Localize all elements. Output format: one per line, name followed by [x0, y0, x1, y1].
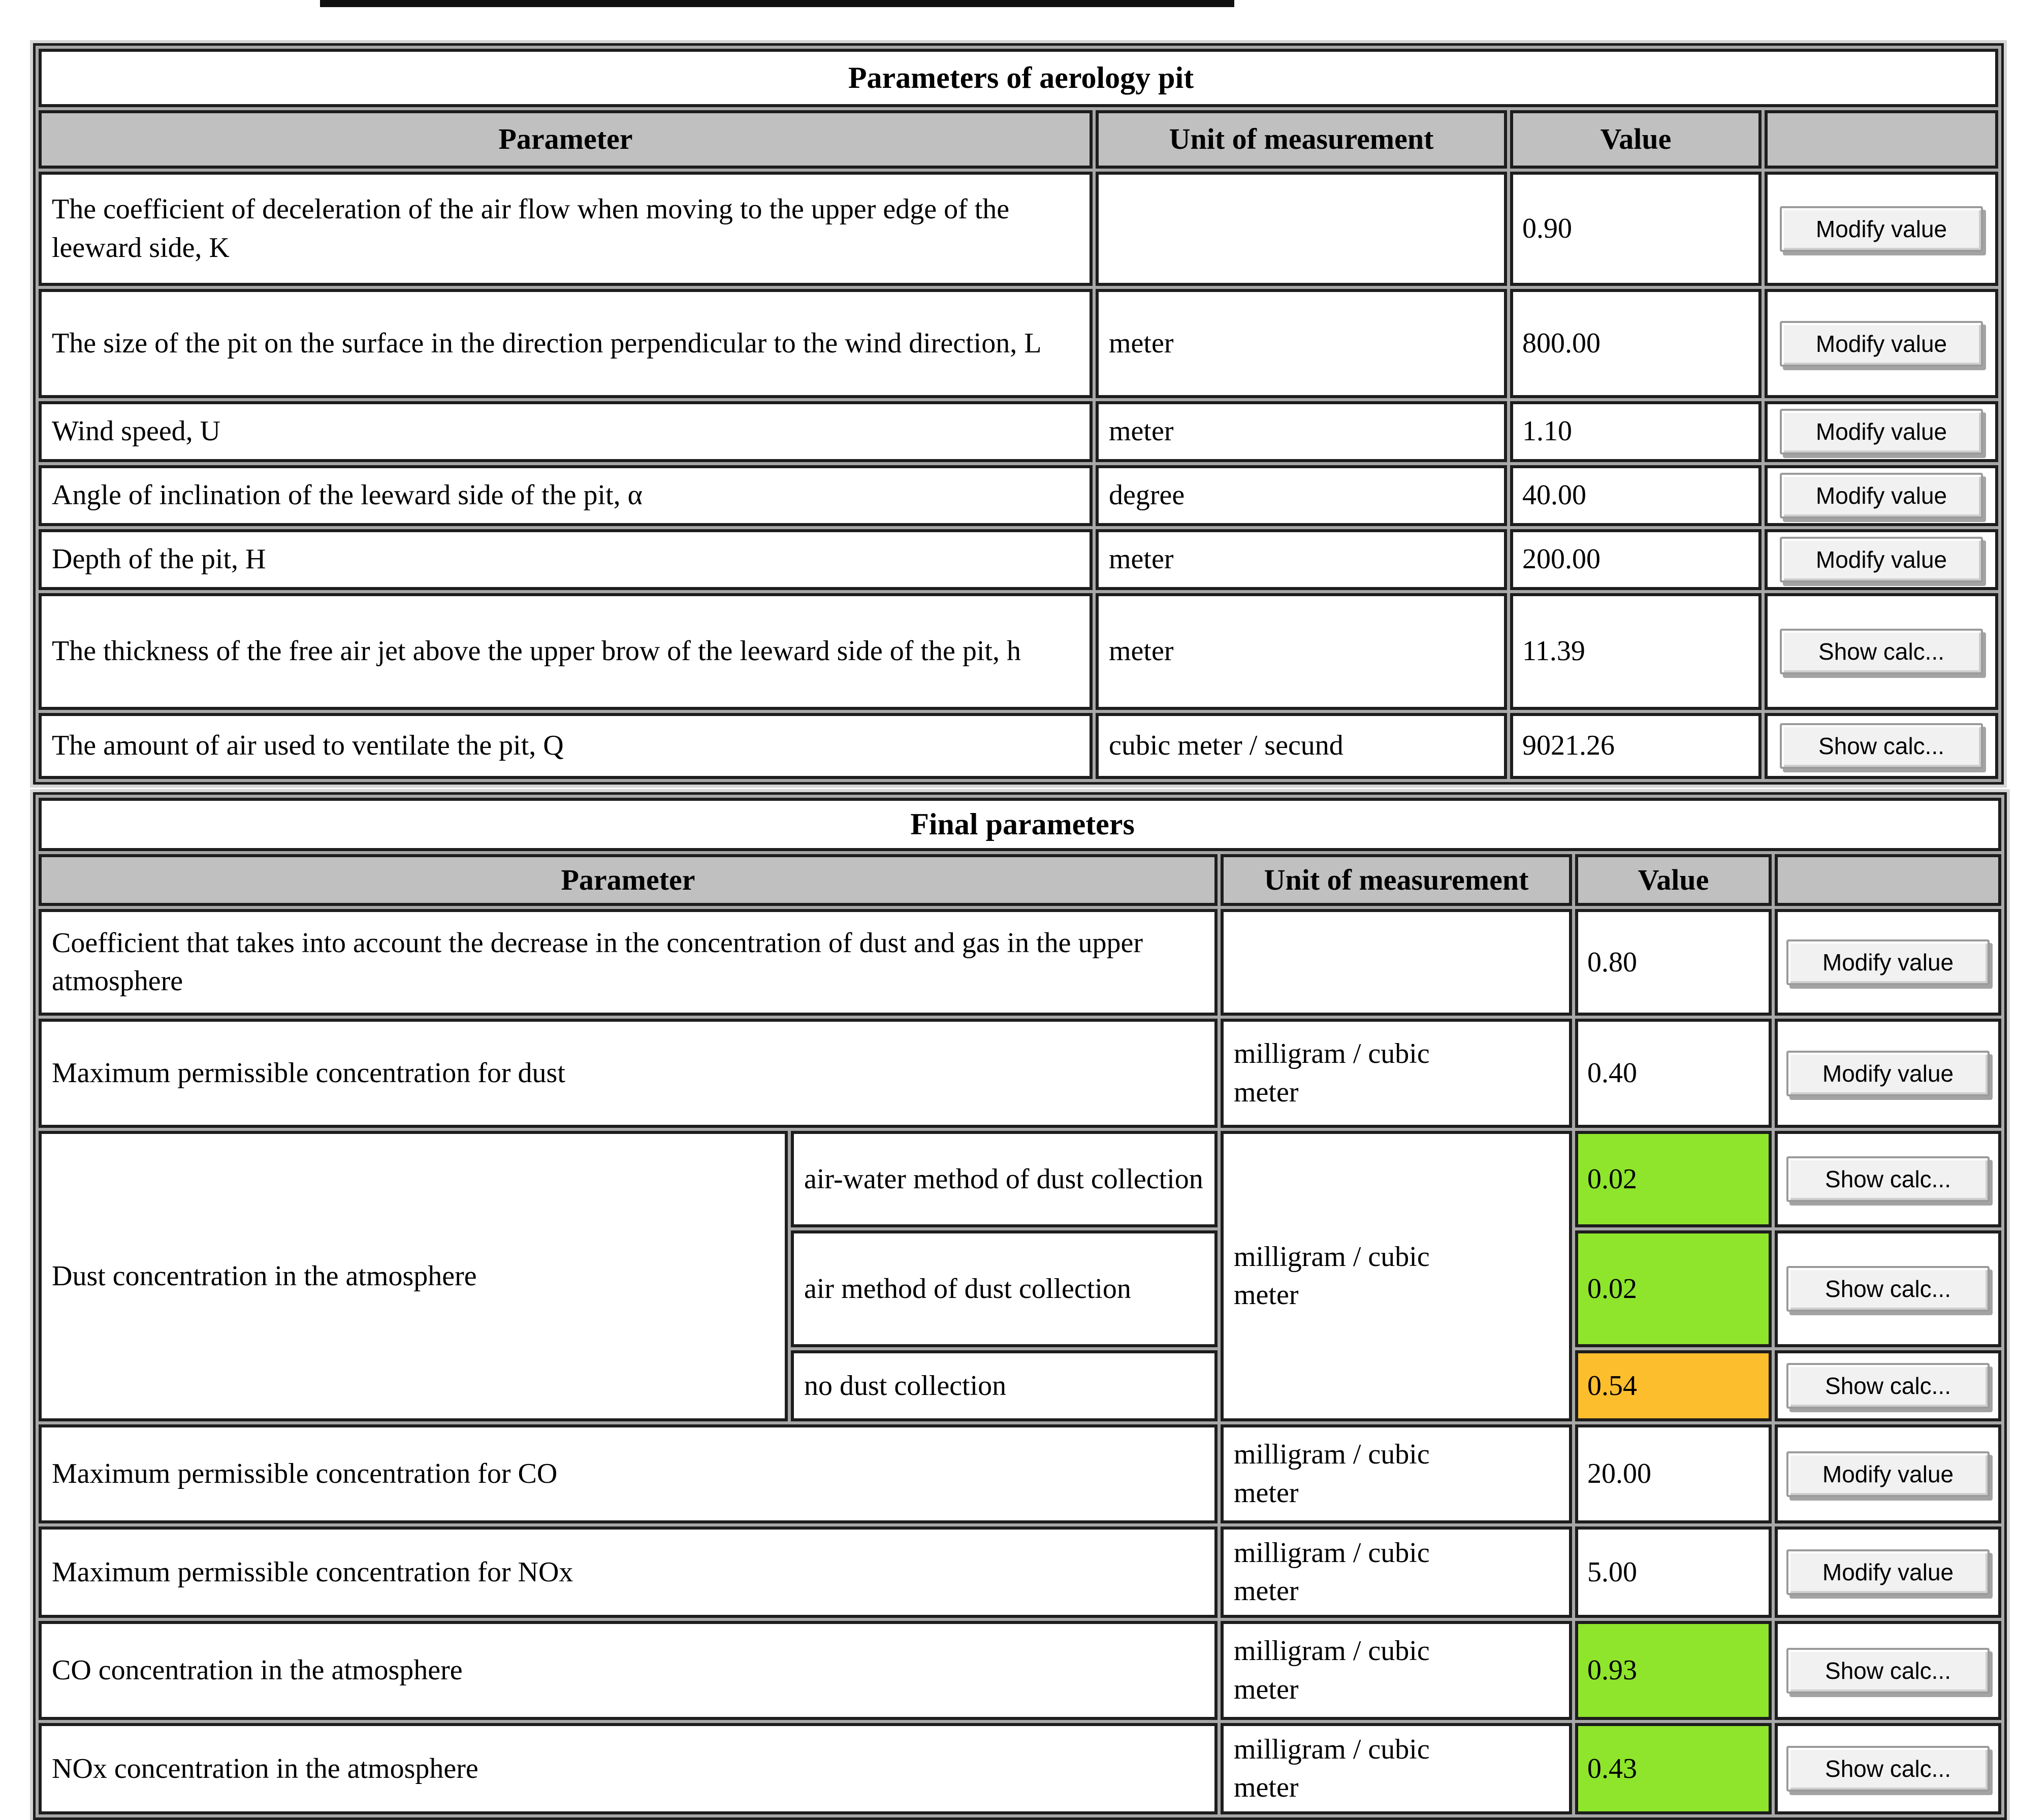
modify-value-button[interactable]: Modify value — [1780, 206, 1983, 252]
table-row — [39, 401, 1998, 462]
show-calc-button[interactable]: Show calc... — [1786, 1156, 1990, 1202]
table-row — [39, 1424, 2001, 1523]
table-row — [39, 289, 1998, 398]
table-row — [39, 1723, 2001, 1814]
unit-cell: meter — [1096, 529, 1507, 590]
unit-cell: meter — [1096, 401, 1507, 462]
unit-cell: degree — [1096, 465, 1507, 526]
value-cell-status: 0.43 — [1575, 1723, 1772, 1814]
dust-method-cell: air method of dust collection — [791, 1230, 1218, 1347]
unit-cell — [1221, 909, 1572, 1016]
value-cell-status: 0.54 — [1575, 1350, 1772, 1421]
value-cell-status: 0.93 — [1575, 1621, 1772, 1720]
value-cell-status: 0.02 — [1575, 1230, 1772, 1347]
parameter-cell: Maximum permissible concentration for CO — [39, 1424, 1218, 1523]
unit-cell: cubic meter / secund — [1096, 713, 1507, 779]
value-cell: 0.40 — [1575, 1019, 1772, 1128]
parameter-cell: Dust concentration in the atmosphere — [39, 1131, 788, 1421]
table2-title: Final parameters — [39, 798, 2001, 851]
unit-cell: milligram / cubic meter — [1221, 1723, 1572, 1814]
col-header-actions — [1765, 110, 1998, 169]
top-cropped-bar — [320, 0, 1234, 7]
table1-title: Parameters of aerology pit — [39, 49, 1998, 107]
parameter-cell: NOx concentration in the atmosphere — [39, 1723, 1218, 1814]
value-cell: 0.90 — [1510, 172, 1762, 286]
table-row — [39, 465, 1998, 526]
table-row — [39, 593, 1998, 710]
table-row — [39, 1131, 2001, 1227]
value-cell: 0.80 — [1575, 909, 1772, 1016]
parameter-cell: Maximum permissible concentration for dust — [39, 1019, 1218, 1128]
value-cell: 11.39 — [1510, 593, 1762, 710]
col-header-unit: Unit of measurement — [1221, 854, 1572, 906]
unit-cell: milligram / cubic meter — [1221, 1526, 1572, 1618]
unit-cell: milligram / cubic meter — [1221, 1131, 1572, 1421]
unit-cell: milligram / cubic meter — [1221, 1019, 1572, 1128]
modify-value-button[interactable]: Modify value — [1786, 1549, 1990, 1595]
modify-value-button[interactable]: Modify value — [1780, 409, 1983, 454]
table-row — [39, 1019, 2001, 1128]
show-calc-button[interactable]: Show calc... — [1786, 1266, 1990, 1312]
value-cell: 9021.26 — [1510, 713, 1762, 779]
parameter-cell: The size of the pit on the surface in the direction perpendicular to the wind direction, L — [39, 289, 1093, 398]
value-cell: 5.00 — [1575, 1526, 1772, 1618]
col-header-parameter: Parameter — [39, 854, 1218, 906]
parameter-cell: Wind speed, U — [39, 401, 1093, 462]
show-calc-button[interactable]: Show calc... — [1780, 723, 1983, 769]
parameter-cell: Maximum permissible concentration for NOx — [39, 1526, 1218, 1618]
modify-value-button[interactable]: Modify value — [1786, 1051, 1990, 1096]
parameter-cell: Coefficient that takes into account the decrease in the concentration of dust and gas in the upper atmosphere — [39, 909, 1218, 1016]
value-cell: 800.00 — [1510, 289, 1762, 398]
col-header-actions — [1775, 854, 2001, 906]
value-cell: 40.00 — [1510, 465, 1762, 526]
col-header-value: Value — [1510, 110, 1762, 169]
modify-value-button[interactable]: Modify value — [1786, 1451, 1990, 1497]
table-row — [39, 1621, 2001, 1720]
aerology-pit-table — [33, 43, 2004, 785]
table-row — [39, 1526, 2001, 1618]
table-row — [39, 909, 2001, 1016]
parameter-cell: CO concentration in the atmosphere — [39, 1621, 1218, 1720]
modify-value-button[interactable]: Modify value — [1786, 939, 1990, 985]
parameter-cell: Angle of inclination of the leeward side of the pit, α — [39, 465, 1093, 526]
value-cell: 20.00 — [1575, 1424, 1772, 1523]
col-header-parameter: Parameter — [39, 110, 1093, 169]
modify-value-button[interactable]: Modify value — [1780, 321, 1983, 367]
parameter-cell: The amount of air used to ventilate the pit, Q — [39, 713, 1093, 779]
col-header-unit: Unit of measurement — [1096, 110, 1507, 169]
col-header-value: Value — [1575, 854, 1772, 906]
unit-cell — [1096, 172, 1507, 286]
show-calc-button[interactable]: Show calc... — [1786, 1363, 1990, 1409]
unit-cell: meter — [1096, 289, 1507, 398]
dust-method-cell: air-water method of dust collection — [791, 1131, 1218, 1227]
unit-cell: milligram / cubic meter — [1221, 1424, 1572, 1523]
parameter-cell: Depth of the pit, H — [39, 529, 1093, 590]
table-row — [39, 172, 1998, 286]
show-calc-button[interactable]: Show calc... — [1786, 1746, 1990, 1792]
parameter-cell: The coefficient of deceleration of the air flow when moving to the upper edge of the leeward side, K — [39, 172, 1093, 286]
unit-cell: milligram / cubic meter — [1221, 1621, 1572, 1720]
table-row — [39, 529, 1998, 590]
dust-method-cell: no dust collection — [791, 1350, 1218, 1421]
table-row — [39, 713, 1998, 779]
value-cell: 1.10 — [1510, 401, 1762, 462]
value-cell-status: 0.02 — [1575, 1131, 1772, 1227]
modify-value-button[interactable]: Modify value — [1780, 473, 1983, 518]
parameter-cell: The thickness of the free air jet above the upper brow of the leeward side of the pit, h — [39, 593, 1093, 710]
value-cell: 200.00 — [1510, 529, 1762, 590]
final-parameters-table — [33, 792, 2007, 1820]
show-calc-button[interactable]: Show calc... — [1780, 629, 1983, 674]
modify-value-button[interactable]: Modify value — [1780, 537, 1983, 582]
unit-cell: meter — [1096, 593, 1507, 710]
show-calc-button[interactable]: Show calc... — [1786, 1648, 1990, 1694]
